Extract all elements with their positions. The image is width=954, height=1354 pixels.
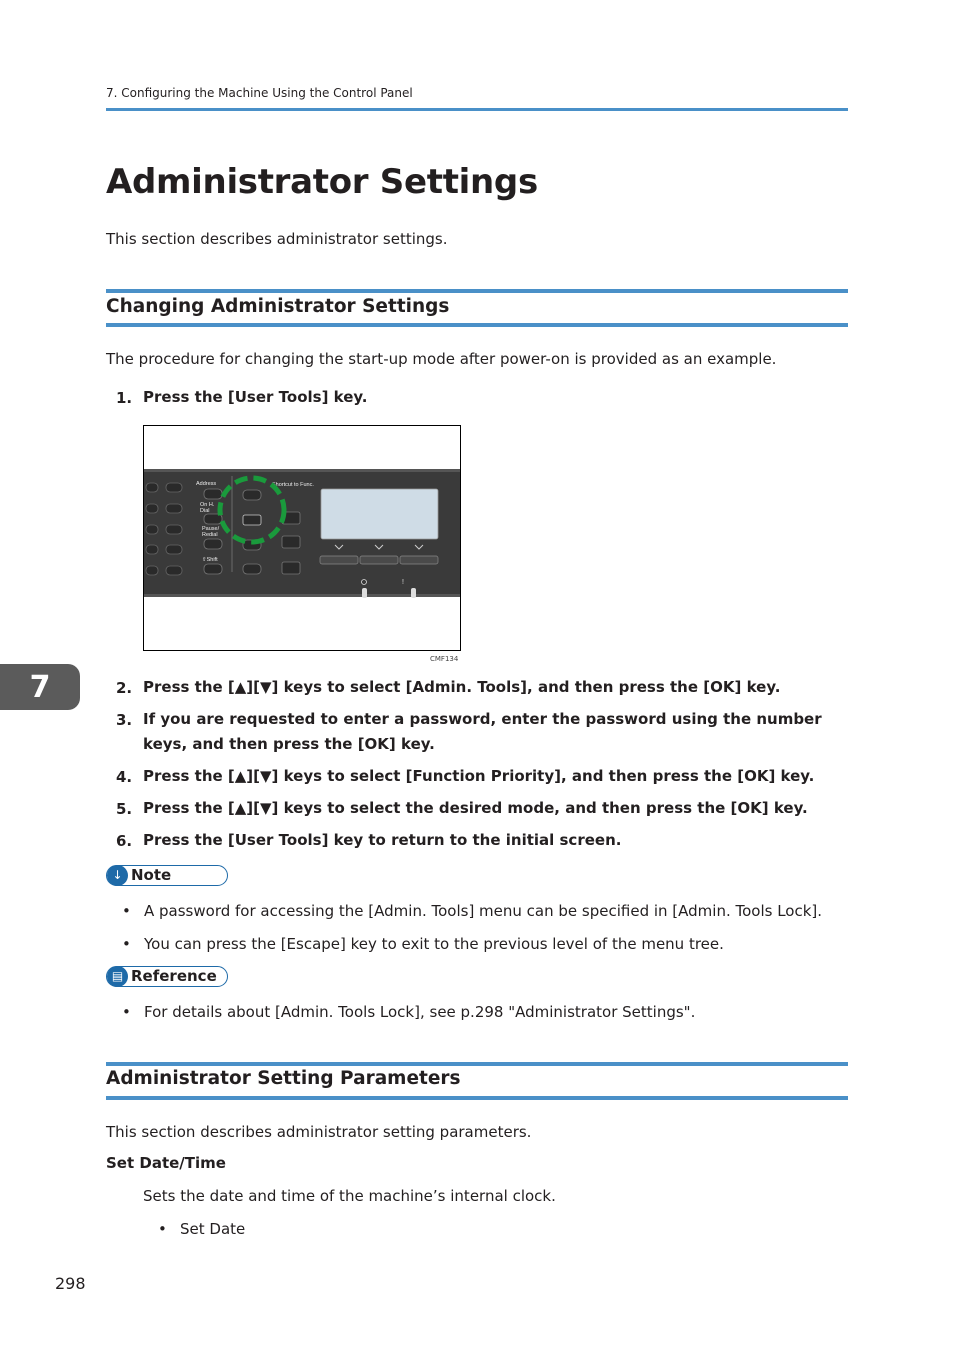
led-left — [362, 588, 367, 598]
step-text: If you are requested to enter a password, enter the password using the number keys, and then press the [OK] key. — [143, 710, 822, 753]
lcd-screen — [321, 489, 438, 539]
step-4 — [116, 767, 815, 786]
label-on-hook: On H. — [200, 502, 215, 508]
section-rule-top — [106, 289, 848, 293]
label-shortcut: Shortcut to Func. — [272, 482, 314, 488]
step-6 — [116, 831, 622, 850]
selection-keys — [320, 556, 438, 564]
section2-intro: This section describes administrator setting parameters. — [106, 1123, 532, 1141]
section-rule-bottom — [106, 1096, 848, 1100]
section-intro: The procedure for changing the start-up mode after power-on is provided as an example. — [106, 350, 777, 368]
step-1 — [116, 388, 368, 407]
step-3 — [116, 710, 822, 753]
step-number: 4. — [116, 768, 133, 786]
step-number: 6. — [116, 832, 133, 850]
chapter-tab: 7 — [0, 664, 80, 710]
alert-indicator: ! — [402, 579, 404, 586]
section-title-parameters: Administrator Setting Parameters — [106, 1068, 461, 1089]
step-text: Press the [User Tools] key. — [143, 388, 368, 406]
running-header: 7. Configuring the Machine Using the Control Panel — [106, 86, 413, 100]
figure-caption: CMF134 — [430, 655, 459, 663]
page-title: Administrator Settings — [106, 162, 538, 202]
section-title-changing: Changing Administrator Settings — [106, 296, 450, 317]
step-2 — [116, 678, 781, 697]
section-rule-top — [106, 1062, 848, 1066]
control-panel-illustration — [144, 426, 460, 650]
step-number: 3. — [116, 711, 133, 729]
step-number: 5. — [116, 800, 133, 818]
control-panel-figure — [143, 425, 461, 651]
label-dial: Dial — [200, 508, 210, 514]
term-set-date-time: Set Date/Time — [106, 1154, 226, 1172]
step-text: Press the [▲][▼] keys to select [Function Priority], and then press the [OK] key. — [143, 767, 815, 785]
step-text: Press the [User Tools] key to return to the initial screen. — [143, 831, 622, 849]
label-redial: Redial — [202, 532, 218, 538]
label-shift: ⇧Shift — [202, 557, 218, 563]
reference-label: Reference — [131, 967, 217, 985]
document-icon: ▤ — [107, 966, 128, 987]
label-address: Address — [196, 481, 217, 487]
label-pause: Pause/ — [202, 526, 220, 532]
note-text: You can press the [Escape] key to exit to the previous level of the menu tree. — [144, 935, 724, 953]
step-number: 2. — [116, 679, 133, 697]
step-text: Press the [▲][▼] keys to select the desired mode, and then press the [OK] key. — [143, 799, 808, 817]
intro-text: This section describes administrator settings. — [106, 230, 448, 248]
step-number: 1. — [116, 389, 133, 407]
sub-item-text: Set Date — [180, 1220, 246, 1238]
note-label: Note — [131, 866, 172, 884]
info-arrow-icon: ↓ — [107, 865, 128, 886]
step-5 — [116, 799, 808, 818]
step-text: Press the [▲][▼] keys to select [Admin. Tools], and then press the [OK] key. — [143, 678, 781, 696]
note-callout — [106, 865, 228, 886]
led-right — [411, 588, 416, 598]
reference-callout — [106, 966, 228, 987]
header-rule — [106, 108, 848, 111]
page-number: 298 — [55, 1274, 86, 1293]
reference-text[interactable]: For details about [Admin. Tools Lock], see p.298 "Administrator Settings". — [144, 1003, 696, 1021]
section-rule-bottom — [106, 323, 848, 327]
note-text: A password for accessing the [Admin. Tools] menu can be specified in [Admin. Tools Lock]. — [144, 902, 823, 920]
term-description: Sets the date and time of the machine’s internal clock. — [143, 1187, 556, 1205]
panel-edge-top — [144, 469, 460, 472]
user-tools-key — [243, 515, 261, 525]
